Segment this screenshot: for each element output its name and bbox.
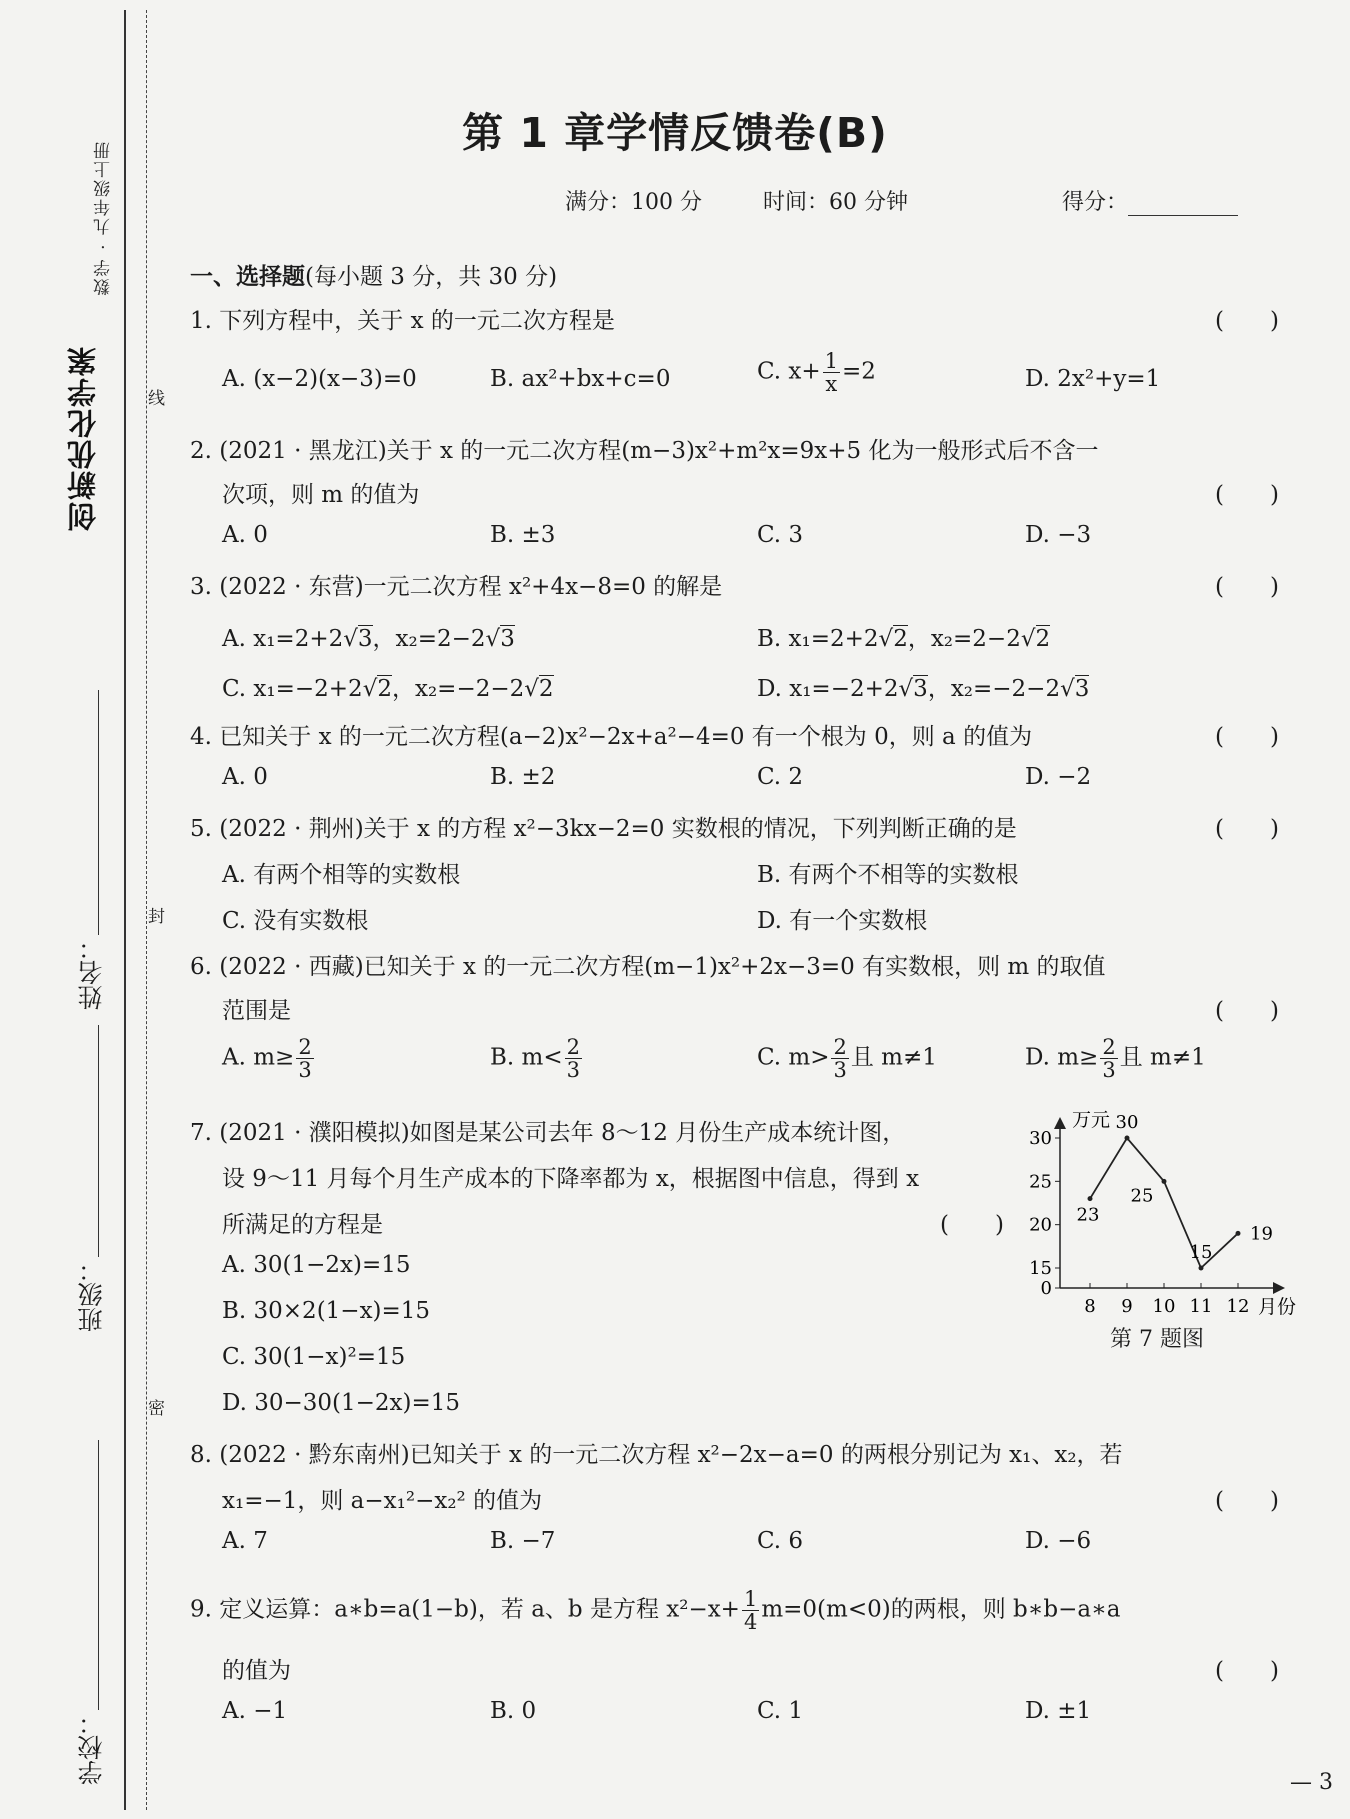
x-tick-label: 9 <box>1121 1296 1133 1317</box>
q9-option-c: C. 1 <box>757 1698 804 1724</box>
q8-answer-blank: ( ) <box>1215 1488 1279 1514</box>
q9-option-a: A. −1 <box>222 1698 288 1724</box>
q4-option-c: C. 2 <box>757 764 804 790</box>
q7-option-c: C. 30(1−x)²=15 <box>222 1344 406 1370</box>
full-score: 满分：100 分 <box>565 190 702 215</box>
y-tick-label: 20 <box>1029 1214 1052 1236</box>
q5-option-c: C. 没有实数根 <box>222 908 369 934</box>
section-heading: 一、选择题(每小题 3 分，共 30 分) <box>190 264 558 290</box>
q4-option-b: B. ±2 <box>490 764 556 790</box>
page-title: 第 1 章学情反馈卷(B) <box>462 109 888 157</box>
q6-option-d: D. m≥ $\frac{2}{3}$ 且 m≠1 <box>1025 1035 1206 1083</box>
page-number: — 3 <box>1290 1770 1333 1795</box>
q4-option-d: D. −2 <box>1025 764 1092 790</box>
class-underline <box>98 1025 99 1257</box>
name-label: 姓名： <box>77 935 106 1010</box>
q5-option-d: D. 有一个实数根 <box>757 908 928 934</box>
name-underline <box>98 690 99 935</box>
q3-stem: 3. (2022 · 东营)一元二次方程 x²+4x−8=0 的解是 <box>190 574 723 600</box>
q1-stem: 1. 下列方程中，关于 x 的一元二次方程是 <box>190 308 615 334</box>
score-blank <box>1128 191 1238 216</box>
q2-stem-line1: 2. (2021 · 黑龙江)关于 x 的一元二次方程(m−3)x²+m²x=9x+5 化为一般形式后不含一 <box>190 438 1099 464</box>
q3-option-a: A. x₁=2+2√3，x₂=2−2√3 <box>222 626 515 652</box>
school-underline <box>98 1440 99 1710</box>
x-tick-label: 8 <box>1084 1296 1096 1317</box>
y-tick-label: 30 <box>1029 1128 1052 1149</box>
q6-answer-blank: ( ) <box>1215 998 1279 1024</box>
data-point <box>1199 1266 1204 1271</box>
y-tick-label: 25 <box>1029 1171 1052 1193</box>
score-field <box>1062 185 1238 216</box>
q1-option-a: A. (x−2)(x−3)=0 <box>222 366 417 392</box>
time-limit: 时间：60 分钟 <box>763 190 908 215</box>
q7-option-a: A. 30(1−2x)=15 <box>222 1252 411 1278</box>
q8-option-a: A. 7 <box>222 1528 268 1554</box>
seal-mark-line: 线 <box>148 380 165 413</box>
q8-option-c: C. 6 <box>757 1528 804 1554</box>
q8-stem-line1: 8. (2022 · 黔东南州)已知关于 x 的一元二次方程 x²−2x−a=0 的两根分别记为 x₁、x₂，若 <box>190 1442 1123 1468</box>
q3-option-d: D. x₁=−2+2√3，x₂=−2−2√3 <box>757 676 1090 702</box>
q8-option-b: B. −7 <box>490 1528 556 1554</box>
q2-option-c: C. 3 <box>757 522 804 548</box>
q1-answer-blank: ( ) <box>1215 308 1279 334</box>
q2-answer-blank: ( ) <box>1215 482 1279 508</box>
q4-stem: 4. 已知关于 x 的一元二次方程(a−2)x²−2x+a²−4=0 有一个根为 0，则 a 的值为 <box>190 724 1033 750</box>
q9-option-b: B. 0 <box>490 1698 537 1724</box>
x-tick-label: 11 <box>1189 1296 1213 1317</box>
y-axis-label: 万元 <box>1072 1109 1111 1131</box>
data-label: 19 <box>1250 1223 1273 1245</box>
q7-stem-line2: 设 9～11 月每个月生产成本的下降率都为 x，根据图中信息，得到 x <box>222 1166 920 1192</box>
score-label: 得分： <box>1062 190 1129 215</box>
data-label: 15 <box>1189 1242 1213 1263</box>
q5-option-a: A. 有两个相等的实数根 <box>222 862 461 888</box>
class-label: 班级： <box>77 1257 106 1332</box>
q5-option-b: B. 有两个不相等的实数根 <box>757 862 1019 888</box>
seal-line-dashed <box>146 10 147 1810</box>
q6-option-b: B. m< $\frac{2}{3}$ <box>490 1035 580 1083</box>
chart-caption: 第 7 题图 <box>1110 1327 1204 1352</box>
q4-option-a: A. 0 <box>222 764 268 790</box>
q6-stem-line2: 范围是 <box>222 998 291 1024</box>
q8-option-d: D. −6 <box>1025 1528 1092 1554</box>
data-point <box>1088 1196 1093 1201</box>
q7-answer-blank: ( ) <box>940 1212 1004 1238</box>
q2-option-b: B. ±3 <box>490 522 556 548</box>
data-label: 30 <box>1115 1112 1139 1133</box>
school-label: 学校： <box>77 1710 106 1785</box>
q6-option-c: C. m> $\frac{2}{3}$ 且 m≠1 <box>757 1035 937 1083</box>
series-line <box>1090 1138 1238 1268</box>
q4-answer-blank: ( ) <box>1215 724 1279 750</box>
data-point <box>1162 1179 1167 1184</box>
q2-stem-line2: 次项，则 m 的值为 <box>222 482 420 508</box>
data-label: 23 <box>1076 1204 1100 1226</box>
q6-option-a: A. m≥ $\frac{2}{3}$ <box>222 1035 312 1083</box>
q3-answer-blank: ( ) <box>1215 574 1279 600</box>
q2-option-d: D. −3 <box>1025 522 1092 548</box>
data-point <box>1125 1136 1130 1141</box>
data-point <box>1236 1231 1241 1236</box>
q7-option-d: D. 30−30(1−2x)=15 <box>222 1390 461 1416</box>
q9-stem-line2: 的值为 <box>222 1658 291 1684</box>
x-axis-label: 月份 <box>1258 1296 1297 1318</box>
q8-stem-line2: x₁=−1，则 a−x₁²−x₂² 的值为 <box>222 1488 543 1514</box>
seal-mark-feng: 封 <box>148 898 165 931</box>
x-tick-label: 12 <box>1226 1296 1250 1317</box>
x-tick-label: 10 <box>1152 1296 1176 1317</box>
q1-option-c: C. x+ $\frac{1}{x}$ =2 <box>757 349 876 397</box>
q3-option-c: C. x₁=−2+2√2，x₂=−2−2√2 <box>222 676 554 702</box>
q5-answer-blank: ( ) <box>1215 816 1279 842</box>
q6-stem-line1: 6. (2022 · 西藏)已知关于 x 的一元二次方程(m−1)x²+2x−3=0 有实数根，则 m 的取值 <box>190 954 1106 980</box>
sidebar-rule-outer <box>124 10 126 1810</box>
q3-option-b: B. x₁=2+2√2，x₂=2−2√2 <box>757 626 1051 652</box>
q9-stem-line1: 9. 定义运算：a∗b=a(1−b)，若 a、b 是方程 x²−x+ $\frac{1}{4}$ m=0(m<0)的两根，则 b∗b−a∗a <box>190 1587 1121 1635</box>
q1-option-b: B. ax²+bx+c=0 <box>490 366 671 392</box>
q1-option-d: D. 2x²+y=1 <box>1025 366 1161 392</box>
q2-option-a: A. 0 <box>222 522 268 548</box>
q7-stem-line3: 所满足的方程是 <box>222 1212 383 1238</box>
q5-stem: 5. (2022 · 荆州)关于 x 的方程 x²−3kx−2=0 实数根的情况，下列判断正确的是 <box>190 816 1017 842</box>
cost-line-chart <box>1020 1108 1320 1328</box>
q7-stem-line1: 7. (2021 · 濮阳模拟)如图是某公司去年 8～12 月份生产成本统计图， <box>190 1120 906 1146</box>
seal-mark-mi: 密 <box>148 1390 165 1423</box>
q7-option-b: B. 30×2(1−x)=15 <box>222 1298 431 1324</box>
y-tick-label: 15 <box>1029 1258 1052 1279</box>
data-label: 25 <box>1130 1185 1154 1207</box>
q9-answer-blank: ( ) <box>1215 1658 1279 1684</box>
y-tick-label: 0 <box>1040 1278 1052 1299</box>
book-brand: 创新优化学案 <box>66 345 100 531</box>
q9-option-d: D. ±1 <box>1025 1698 1092 1724</box>
book-subject: 数学 · 九年级上册 <box>94 140 114 296</box>
